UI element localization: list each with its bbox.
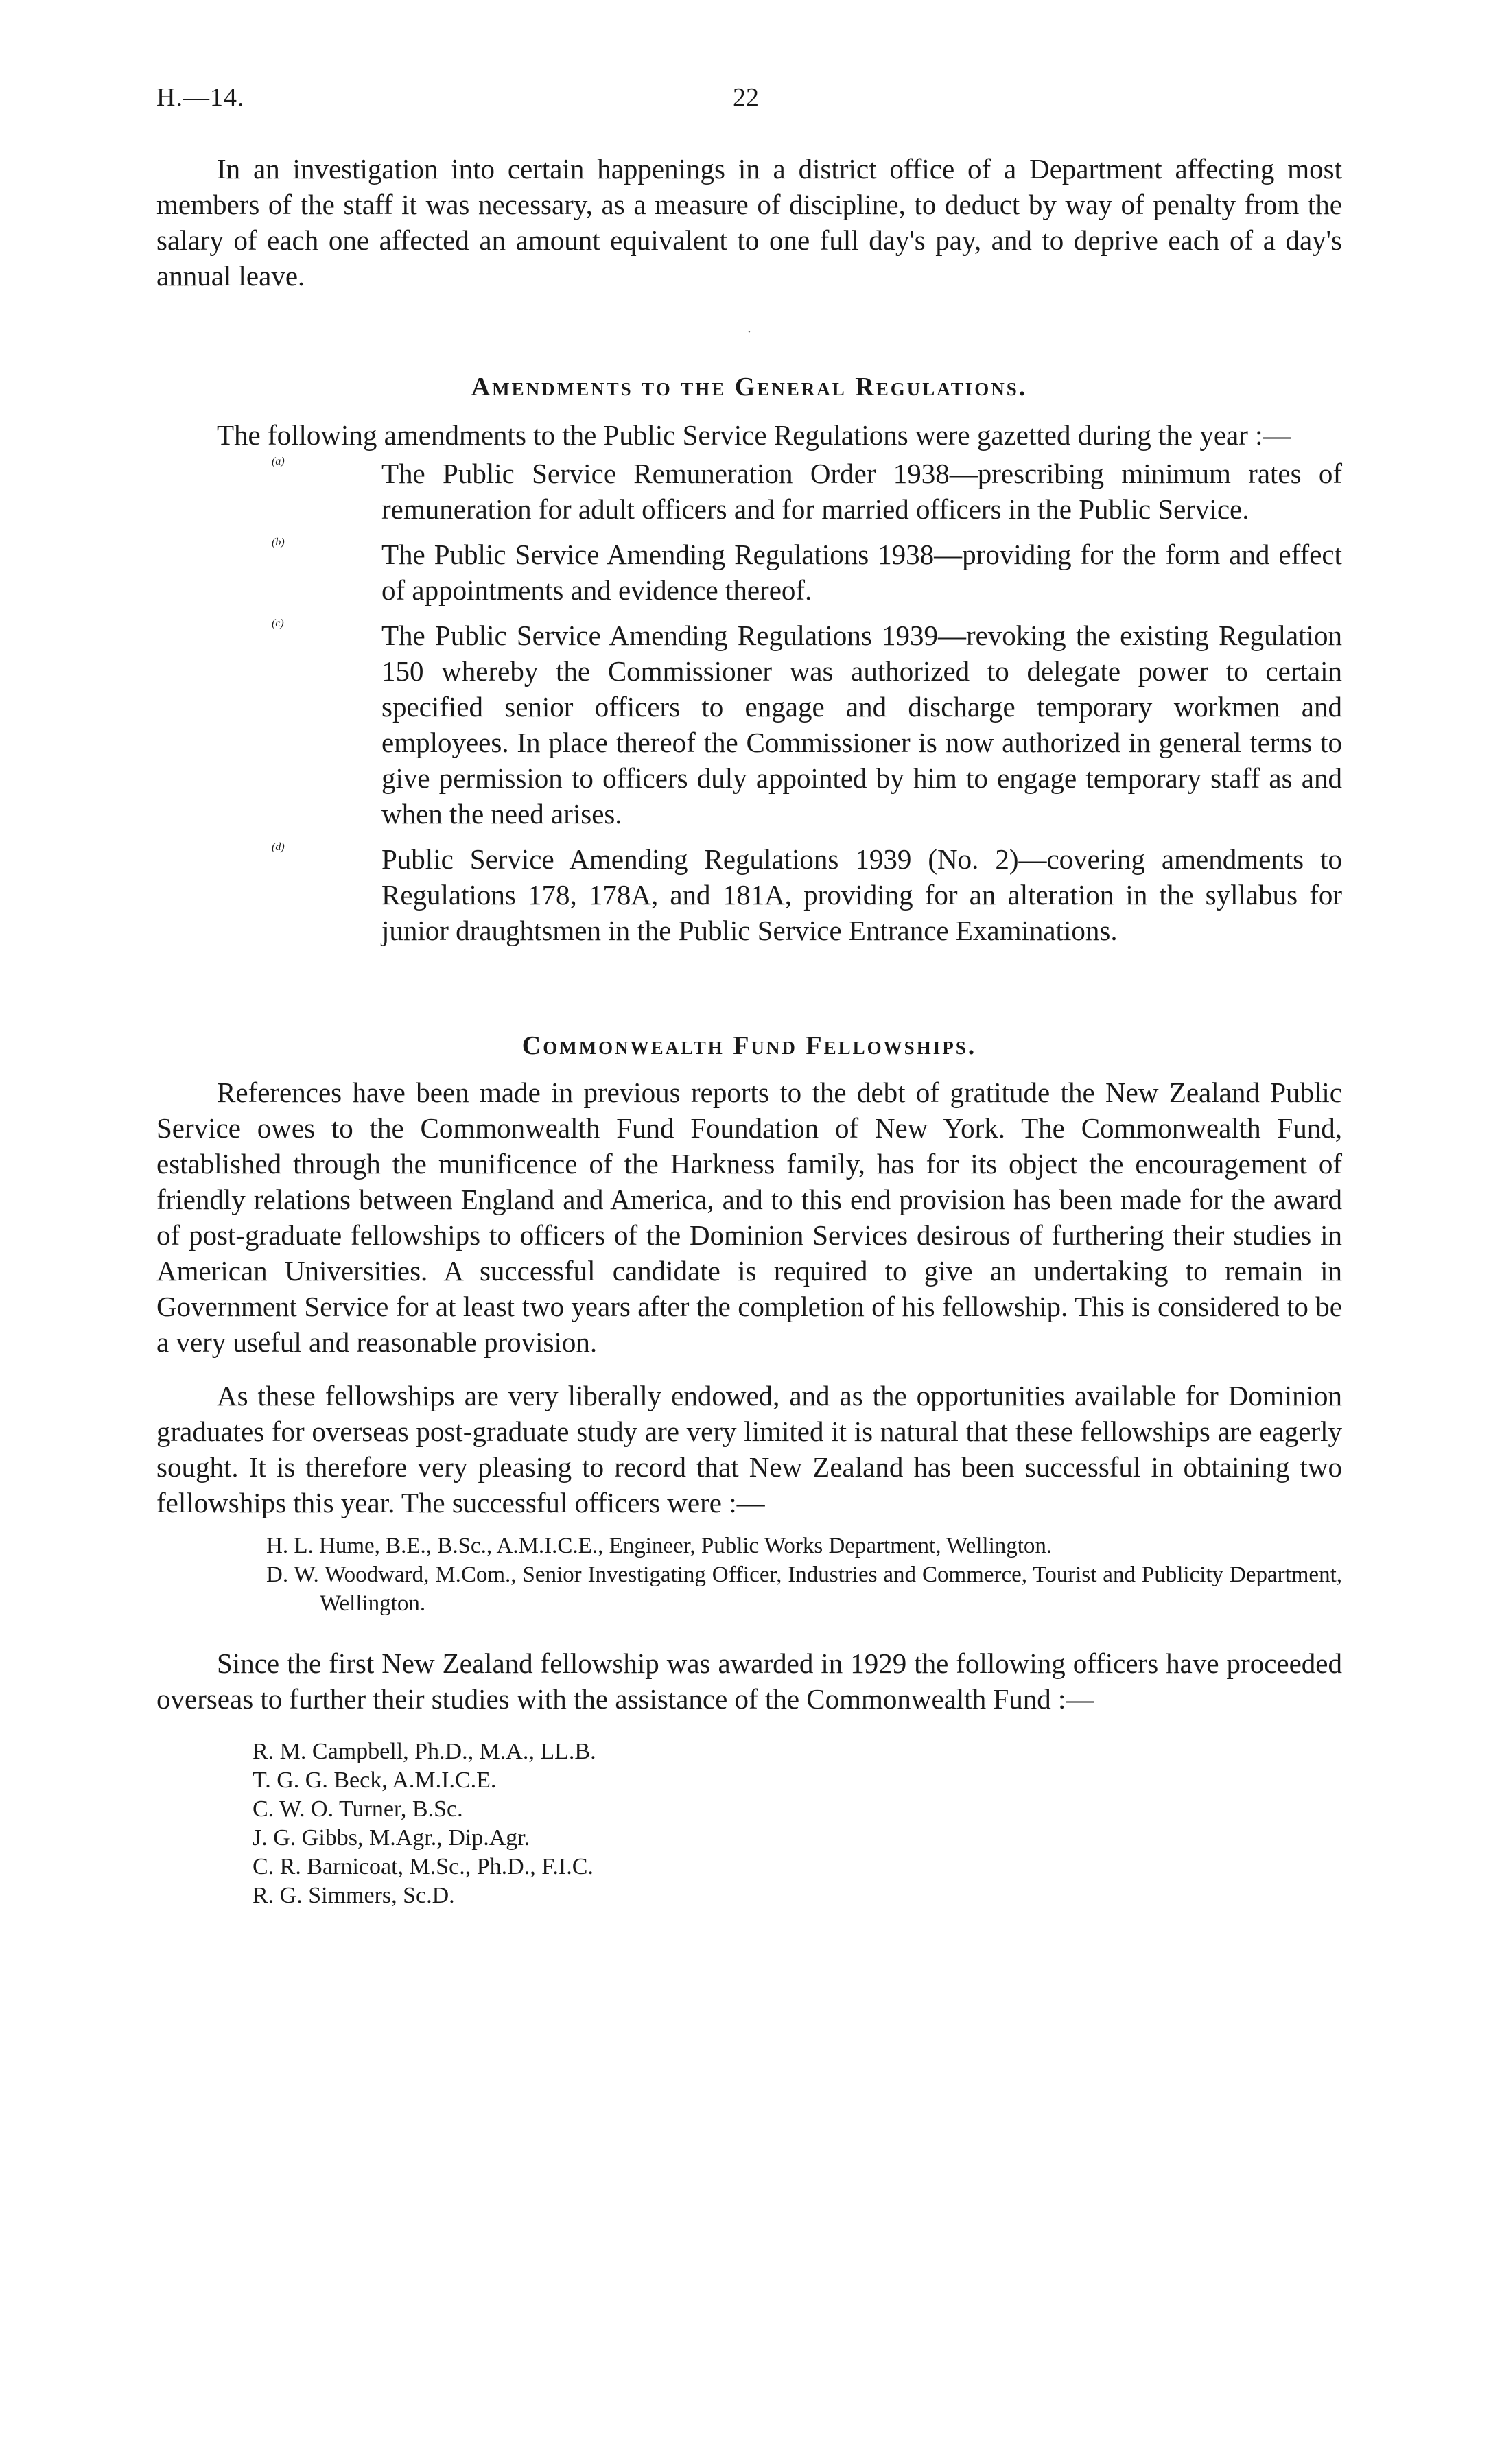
amendment-label: (b) [272, 537, 285, 548]
amendment-item [156, 537, 1342, 608]
page-number: 22 [733, 83, 759, 112]
amendment-text: Public Service Amending Regulations 1939 (No. 2)—covering amendments to Regulations 178, 178A, and 181A, providing for an alteration in the syllabus for junior draughtsmen in the Public Service Entrance Examinations. [381, 843, 1342, 946]
fellowships-paragraph-3: Since the first New Zealand fellowship was awarded in 1929 the following officers have proceeded overseas to further their studies with the assistance of the Commonwealth Fund :— [156, 1647, 1342, 1715]
fellowships-heading: Commonwealth Fund Fellowships. [521, 1031, 977, 1060]
amendment-item [156, 618, 1342, 832]
amendment-label: (a) [272, 456, 285, 467]
amendments-list [156, 456, 1342, 948]
fellowships-paragraph-2: As these fellowships are very liberally endowed, and as the opportunities available for Dominion graduates for overseas post-graduate study are very limited it is natural that these fellowships are eagerly sought. It is therefore very pleasing to record that New Zealand has been successful in obtaining two fellowships this year. The successful officers were :— [156, 1380, 1342, 1518]
intro-paragraph: In an investigation into certain happenings in a district office of a Department affecting most members of the staff it was necessary, as a measure of discipline, to deduct by way of penalty from the salary of each one affected an amount equivalent to one full day's pay, and to deprive each of a day's annual leave. [156, 153, 1342, 292]
amendment-label: (d) [272, 841, 285, 853]
past-fellow: R. M. Campbell, Ph.D., M.A., LL.B. [253, 1739, 596, 1764]
past-fellow: C. W. O. Turner, B.Sc. [253, 1796, 463, 1822]
document-reference: H.—14. [156, 83, 245, 112]
amendment-text: The Public Service Remuneration Order 1938—prescribing minimum rates of remuneration for adult officers and for married officers in the Public Service. [381, 458, 1342, 525]
past-fellow: R. G. Simmers, Sc.D. [253, 1883, 455, 1908]
past-fellow: C. R. Barnicoat, M.Sc., Ph.D., F.I.C. [253, 1854, 594, 1879]
amendments-heading: Amendments to the General Regulations. [471, 373, 1028, 401]
successful-officer: H. L. Hume, B.E., B.Sc., A.M.I.C.E., Engineer, Public Works Department, Wellington. [266, 1534, 1053, 1558]
amendments-lead: The following amendments to the Public Service Regulations were gazetted during the year :— [217, 419, 1291, 451]
amendment-text: The Public Service Amending Regulations 1938—providing for the form and effect of appointments and evidence thereof. [381, 539, 1342, 606]
successful-officers [156, 1532, 1342, 1618]
section-separator: · [747, 325, 752, 340]
amendment-item [156, 841, 1342, 948]
past-fellow: J. G. Gibbs, M.Agr., Dip.Agr. [253, 1825, 530, 1851]
successful-officer: D. W. Woodward, M.Com., Senior Investigating Officer, Industries and Commerce, Tourist and Publicity Department, Wellington. [266, 1562, 1342, 1616]
page [156, 82, 1342, 1910]
amendment-item [156, 456, 1342, 527]
past-fellow: T. G. G. Beck, A.M.I.C.E. [253, 1768, 497, 1793]
past-fellows-list [156, 1737, 1342, 1910]
fellowships-paragraph-1: References have been made in previous reports to the debt of gratitude the New Zealand Public Service owes to the Commonwealth Fund Foundation of New York. The Commonwealth Fund, established through the munificence of the Harkness family, has for its object the encouragement of friendly relations between England and America, and to this end provision has been made for the award of post-graduate fellowships to officers of the Dominion Services desirous of furthering their studies in American Universities. A successful candidate is required to give an undertaking to remain in Government Service for at least two years after the completion of his fellowship. This is considered to be a very useful and reasonable provision. [156, 1077, 1342, 1358]
amendment-label: (c) [272, 618, 284, 629]
page-header [156, 82, 1342, 124]
amendment-text: The Public Service Amending Regulations 1939—revoking the existing Regulation 150 whereby the Commissioner was authorized to delegate power to certain specified senior officers to engage and discharge temporary workmen and employees. In place thereof the Commissioner is now authorized in general terms to give permission to officers duly appointed by him to engage temporary staff as and when the need arises. [381, 620, 1342, 830]
